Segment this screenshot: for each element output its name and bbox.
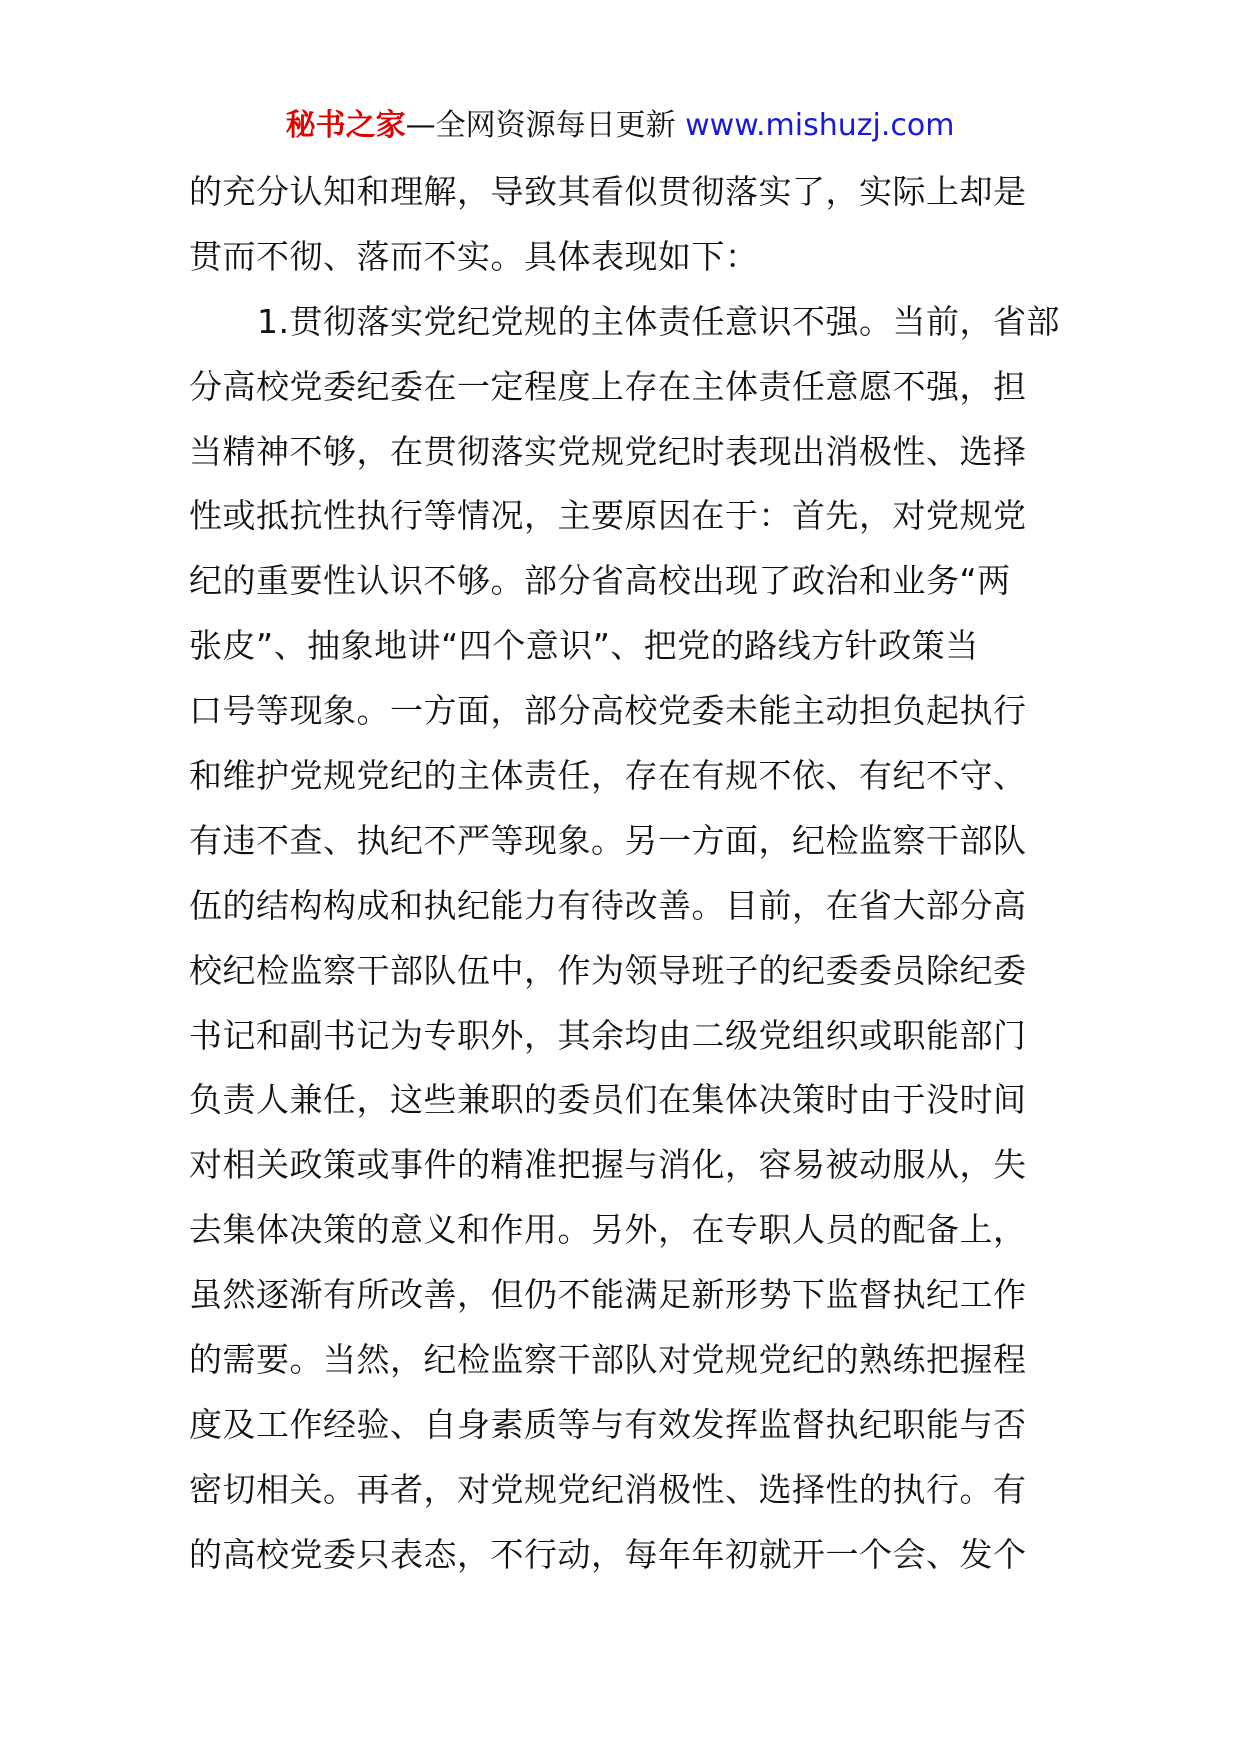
text-line: 纪的重要性认识不够。部分省高校出现了政治和业务“两 (189, 561, 1011, 601)
text-line: 1.贯彻落实党纪党规的主体责任意识不强。当前，省部 (257, 301, 1060, 341)
text-line: 对相关政策或事件的精准把握与消化，容易被动服从，失 (189, 1145, 1027, 1185)
text-line: 的充分认知和理解，导致其看似贯彻落实了，实际上却是 (189, 172, 1027, 211)
text-line: 当精神不够，在贯彻落实党规党纪时表现出消极性、选择 (189, 431, 1027, 471)
brand-name: 秘书之家 (285, 108, 406, 143)
text-line: 伍的结构构成和执纪能力有待改善。目前，在省大部分高 (189, 885, 1027, 925)
text-line: 虽然逐渐有所改善，但仍不能满足新形势下监督执纪工作 (189, 1275, 1027, 1315)
text-line: 度及工作经验、自身素质等与有效发挥监督执纪职能与否 (189, 1404, 1027, 1444)
text-line: 的需要。当然，纪检监察干部队对党规党纪的熟练把握程 (189, 1340, 1027, 1380)
text-line: 有违不查、执纪不严等现象。另一方面，纪检监察干部队 (189, 820, 1027, 860)
site-header (0, 104, 1240, 148)
text-line: 分高校党委纪委在一定程度上存在主体责任意愿不强，担 (189, 366, 1027, 406)
text-line: 去集体决策的意义和作用。另外，在专职人员的配备上， (189, 1210, 1027, 1250)
text-line: 和维护党规党纪的主体责任，存在有规不依、有纪不守、 (189, 756, 1027, 796)
text-line: 性或抵抗性执行等情况，主要原因在于：首先，对党规党 (189, 496, 1027, 536)
text-line: 张皮”、抽象地讲“四个意识”、把党的路线方针政策当 (189, 626, 979, 666)
header-slogan: —全网资源每日更新 (405, 108, 686, 143)
site-url-link[interactable]: www.mishuzj.com (685, 108, 955, 143)
text-line: 密切相关。再者，对党规党纪消极性、选择性的执行。有 (189, 1469, 1027, 1509)
text-line: 书记和副书记为专职外，其余均由二级党组织或职能部门 (189, 1015, 1027, 1055)
text-line: 口号等现象。一方面，部分高校党委未能主动担负起执行 (189, 691, 1027, 731)
text-line: 负责人兼任，这些兼职的委员们在集体决策时由于没时间 (189, 1080, 1027, 1120)
text-line: 的高校党委只表态，不行动，每年年初就开一个会、发个 (189, 1534, 1027, 1574)
text-line: 校纪检监察干部队伍中，作为领导班子的纪委委员除纪委 (189, 950, 1027, 990)
document-body (189, 160, 1060, 1588)
text-line: 贯而不彻、落而不实。具体表现如下： (189, 236, 759, 276)
